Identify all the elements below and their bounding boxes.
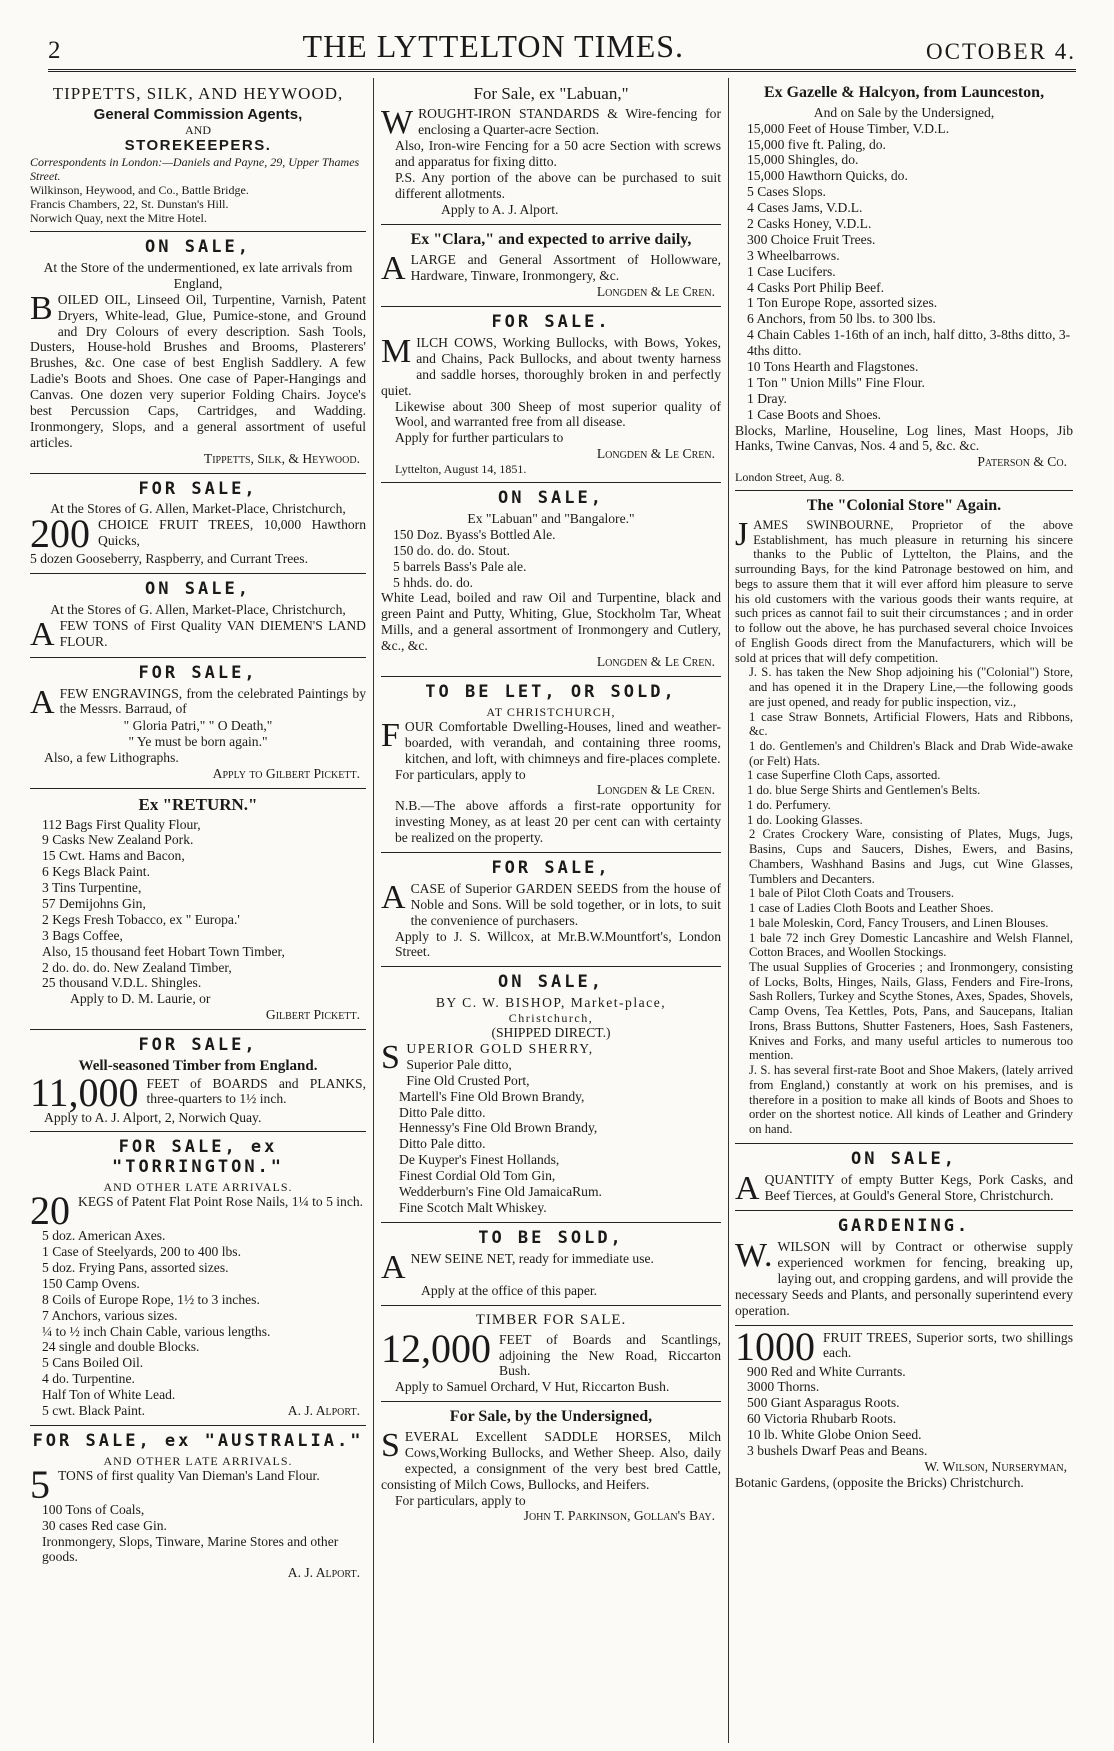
list-item: Ditto Pale ditto. bbox=[399, 1104, 486, 1120]
ad-subheading: AND OTHER LATE ARRIVALS. bbox=[103, 1180, 293, 1195]
issue-date: OCTOBER 4. bbox=[926, 39, 1076, 64]
ad-subheading: At the Store of the undermentioned, ex late arrivals from England, bbox=[43, 260, 353, 291]
list-item: 3 Wheelbarrows. bbox=[747, 247, 840, 263]
ad-seeds bbox=[381, 853, 721, 967]
ad-body: FEET of BOARDS and PLANKS, three-quarters to 1½ inch. bbox=[146, 1075, 366, 1107]
ad-heading: TIMBER FOR SALE. bbox=[475, 1312, 627, 1329]
list-item: 5 barrels Bass's Pale ale. bbox=[393, 558, 527, 574]
list-item: 300 Choice Fruit Trees. bbox=[747, 231, 876, 247]
list-item: Hennessy's Fine Old Brown Brandy, bbox=[399, 1120, 598, 1136]
drop-cap: S bbox=[381, 1038, 402, 1076]
ad-line: Apply to J. S. Willcox, at Mr.B.W.Mountfort's, London Street. bbox=[395, 928, 721, 960]
item-list bbox=[381, 527, 721, 591]
list-item: 15,000 Hawthorn Quicks, do. bbox=[747, 168, 908, 184]
ad-date: Lyttelton, August 14, 1851. bbox=[395, 462, 527, 477]
ad-signature: Longden & Le Cren. bbox=[596, 782, 715, 798]
list-item: 5 Cans Boiled Oil. bbox=[42, 1355, 144, 1371]
column-2 bbox=[381, 78, 721, 1748]
ad-body: TONS of first quality Van Dieman's Land Flour. bbox=[58, 1467, 320, 1483]
ad-heading: FOR SALE, bbox=[138, 1035, 258, 1056]
list-item: 3000 Thorns. bbox=[747, 1379, 820, 1395]
ad-heading: For Sale, ex "Labuan," bbox=[473, 84, 629, 103]
ad-heading: ON SALE, bbox=[851, 1148, 957, 1169]
ad-paragraph: 1 case of Ladies Cloth Boots and Leather Shoes. bbox=[749, 901, 994, 916]
ad-body: ILCH COWS, Working Bullocks, with Bows, Yokes, and Chains, Pack Bullocks, and about twenty harness and saddle horses, thoroughly broken in and perfectly quiet. bbox=[381, 335, 721, 398]
ad-subheading: Christchurch, bbox=[508, 1011, 594, 1026]
ad-line: 5 cwt. Black Paint. bbox=[42, 1403, 146, 1418]
ad-signature: Longden & Le Cren. bbox=[596, 446, 715, 462]
ad-body: White Lead, boiled and raw Oil and Turpentine, black and green Paint and Putty, Whiting, Glue, Stockholm Tar, Wheat Mills, and a general assortment of Ironmongery and Cutlery, &c., &c. bbox=[381, 590, 721, 654]
list-item: 7 Anchors, various sizes. bbox=[42, 1307, 178, 1323]
drop-cap: A bbox=[381, 249, 406, 287]
ad-line: Apply to A. J. Alport, 2, Norwich Quay. bbox=[44, 1109, 262, 1125]
ad-line: N.B.—The above affords a first-rate opportunity for investing Money, as at least 20 per cent can with certainty be realized on the property. bbox=[395, 798, 721, 846]
ad-paragraph: 1 bale Moleskin, Cord, Fancy Trousers, and Linen Blouses. bbox=[749, 915, 1049, 930]
ad-heading: FOR SALE, bbox=[491, 857, 611, 878]
list-item: Wedderburn's Fine Old JamaicaRum. bbox=[399, 1184, 602, 1199]
list-item: 4 Cases Jams, V.D.L. bbox=[747, 200, 863, 216]
ad-heading: The "Colonial Store" Again. bbox=[806, 497, 1002, 515]
list-item: 8 Coils of Europe Rope, 1½ to 3 inches. bbox=[42, 1291, 260, 1307]
ad-body: FEW TONS of First Quality VAN DIEMEN'S LAND FLOUR. bbox=[59, 618, 366, 649]
list-item: 2 do. do. do. New Zealand Timber, bbox=[42, 959, 232, 975]
ad-line: General Commission Agents, bbox=[93, 105, 303, 123]
list-item: ¼ to ½ inch Chain Cable, various lengths. bbox=[42, 1323, 271, 1339]
drop-cap: A bbox=[30, 616, 55, 654]
list-item: 5 doz. American Axes. bbox=[42, 1228, 166, 1244]
ad-colonial-store bbox=[735, 491, 1073, 1144]
list-item: 5 Cases Slops. bbox=[747, 184, 826, 200]
list-item: 9 Casks New Zealand Pork. bbox=[42, 832, 194, 848]
drop-cap: A bbox=[735, 1169, 760, 1207]
ad-paragraph: J. S. has several first-rate Boot and Shoe Makers, (lately arrived from England,) constantly at work on his premises, and is therefore in a position to make all kinds of Boots and Shoes to order on the shortest notice. All kinds of Leather and Grindery on hand. bbox=[749, 1063, 1073, 1137]
ad-body: CASE of Superior GARDEN SEEDS from the house of Noble and Sons. Will be sold together, or in lots, to suit the convenience of purchasers. bbox=[410, 880, 721, 928]
ad-line: " Gloria Patri," " O Death," bbox=[123, 718, 273, 734]
list-item: 3 Bags Coffee, bbox=[42, 927, 123, 943]
list-item: 112 Bags First Quality Flour, bbox=[42, 816, 201, 832]
list-item: 150 do. do. do. Stout. bbox=[393, 542, 511, 558]
drop-cap: W bbox=[381, 103, 414, 141]
list-item: Fine Old Crusted Port, bbox=[406, 1072, 530, 1088]
drop-cap: A bbox=[381, 1248, 406, 1286]
ad-fruit-trees bbox=[735, 1323, 1073, 1497]
large-number: 5 bbox=[30, 1461, 50, 1507]
ad-line: Ironmongery, Slops, Tinware, Marine Stores and other goods. bbox=[42, 1533, 339, 1565]
ad-gazelle bbox=[735, 78, 1073, 491]
ad-heading: ON SALE, bbox=[145, 579, 251, 600]
list-item: 1 Case Lucifers. bbox=[747, 263, 836, 279]
list-item: 15,000 Feet of House Timber, V.D.L. bbox=[747, 120, 950, 136]
ad-body: Blocks, Marline, Houseline, Log lines, Mast Hoops, Jib Hanks, Twine Canvas, Nos. 4 and 5, &c. &c. bbox=[735, 422, 1073, 454]
drop-cap: W. bbox=[735, 1237, 773, 1275]
ad-paragraph: The usual Supplies of Groceries ; and Ironmongery, consisting of Locks, Bolts, Hinges, Nails, Glass, Fenders and Fire-Irons, Sash Rollers, Turkey and Scythe Stones, Axes, Spades, Shovels, Camp Ovens, Tea Kettles, Pots, Pans, and Saucepans, Italian Irons, Brass Buttons, Shutter Fasteners, Hoes, Sash Fasteners, Knives and Forks, and many useful articles to numerous too mention. bbox=[749, 959, 1073, 1063]
ad-line: Apply to Samuel Orchard, V Hut, Riccarton Bush. bbox=[395, 1379, 670, 1395]
ad-body: OILED OIL, Linseed Oil, Turpentine, Varnish, Patent Dryers, White-lead, Glue, Pumice-stone, and Ground and Dry Colours of every description. Sash Tools, Dusters, House-hold Brushes and Brooms, Plasterers' Brushes, &c. One case of best English Saddlery. A few Ladie's Boots and Shoes. One case of Paper-Hangings and Canvas. One dozen very superior Folding Chairs. Joyce's best Percussion Caps, Cartridges, and Wadding. Ironmongery, Slops, and a general assortment of useful articles. bbox=[30, 291, 366, 450]
ad-heading: For Sale, by the Undersigned, bbox=[449, 1408, 653, 1426]
ad-heading: TO BE SOLD, bbox=[478, 1227, 624, 1248]
ad-body: WILSON will by Contract or otherwise supply experienced workmen for fencing, breaking up, laying out, and cropping gardens, and will provide the necessary Seeds and Plants, and personally superintend every operation. bbox=[735, 1239, 1073, 1318]
list-item: 1 Case Boots and Shoes. bbox=[747, 406, 882, 422]
ad-return bbox=[30, 789, 366, 1030]
ad-line: Francis Chambers, 22, St. Dunstan's Hill. bbox=[30, 197, 229, 212]
list-item: Finest Cordial Old Tom Gin, bbox=[399, 1168, 556, 1184]
ad-paragraph: J. S. has taken the New Shop adjoining his ("Colonial") Store, and has opened it in the Drapery Line,—the following goods are just opened, and ready for public inspection, viz., bbox=[749, 665, 1073, 709]
list-item: 4 do. Turpentine. bbox=[42, 1371, 135, 1387]
item-list bbox=[30, 1502, 366, 1534]
list-item: 1 do. Perfumery. bbox=[747, 797, 831, 812]
list-item: 900 Red and White Currants. bbox=[747, 1363, 906, 1379]
list-item: 30 cases Red case Gin. bbox=[42, 1517, 167, 1533]
ad-line: P.S. Any portion of the above can be purchased to suit different allotments. bbox=[395, 170, 721, 202]
ad-subheading: Well-seasoned Timber from England. bbox=[78, 1057, 318, 1074]
ad-subheading: BY C. W. BISHOP, Market-place, bbox=[435, 995, 667, 1011]
ad-subheading: At the Stores of G. Allen, Market-Place, Christchurch, bbox=[50, 501, 346, 517]
ad-on-sale bbox=[381, 483, 721, 677]
ad-on-sale bbox=[30, 574, 366, 657]
ad-sherry bbox=[381, 967, 721, 1222]
list-item: 60 Victoria Rhubarb Roots. bbox=[747, 1411, 897, 1427]
ad-body: FEW ENGRAVINGS, from the celebrated Paintings by the Messrs. Barraud, of bbox=[59, 685, 366, 717]
ad-signature: Apply to A. J. Alport. bbox=[441, 202, 559, 218]
list-item: 25 thousand V.D.L. Shingles. bbox=[42, 975, 202, 991]
item-list bbox=[735, 121, 1073, 423]
ad-line: Also, a few Lithographs. bbox=[44, 749, 179, 765]
ad-heading: FOR SALE. bbox=[491, 312, 611, 333]
ad-heading: TIPPETTS, SILK, AND HEYWOOD, bbox=[52, 84, 344, 103]
list-item: 6 Kegs Black Paint. bbox=[42, 864, 150, 880]
list-item: 10 lb. White Globe Onion Seed. bbox=[747, 1427, 922, 1443]
ad-signature: Apply to Gilbert Pickett. bbox=[212, 765, 360, 781]
ad-line: Likewise about 300 Sheep of most superior quality of Wool, and warranted free from all disease. bbox=[395, 398, 721, 430]
ad-paragraph: 1 case Straw Bonnets, Artificial Flowers, Hats and Ribbons, &c. bbox=[749, 709, 1073, 739]
ad-body: KEGS of Patent Flat Point Rose Nails, 1¼ to 5 inch. bbox=[78, 1194, 364, 1210]
list-item: 2 Casks Honey, V.D.L. bbox=[747, 215, 872, 231]
ad-subheading: (SHIPPED DIRECT.) bbox=[491, 1025, 611, 1041]
ad-paragraph: 1 bale of Pilot Cloth Coats and Trousers. bbox=[749, 886, 955, 901]
ad-to-let bbox=[381, 677, 721, 853]
ad-body: CHOICE FRUIT TREES, 10,000 Hawthorn Quicks, bbox=[98, 517, 366, 549]
ad-clara bbox=[381, 225, 721, 307]
ad-line: STOREKEEPERS. bbox=[124, 137, 272, 155]
ad-paragraph: 1 bale 72 inch Grey Domestic Lancashire and Welsh Flannel, Cotton Braces, and Woollen Stockings. bbox=[749, 930, 1073, 960]
ad-line: Botanic Gardens, (opposite the Bricks) Christchurch. bbox=[735, 1474, 1024, 1490]
ad-signature: W. Wilson, Nurseryman, bbox=[924, 1458, 1067, 1474]
ad-cows bbox=[381, 307, 721, 483]
list-item: 15 Cwt. Hams and Bacon, bbox=[42, 848, 185, 864]
ad-heading: ON SALE, bbox=[498, 972, 604, 993]
list-item: Half Ton of White Lead. bbox=[42, 1387, 176, 1403]
item-list bbox=[735, 768, 1073, 827]
ad-heading: FOR SALE, bbox=[138, 478, 258, 499]
ad-signature: Longden & Le Cren. bbox=[596, 284, 715, 300]
ad-body: UPERIOR GOLD SHERRY, bbox=[406, 1040, 594, 1056]
ad-signature: Longden & Le Cren. bbox=[596, 654, 715, 670]
page-number: 2 bbox=[48, 37, 61, 64]
ad-line: AND bbox=[185, 123, 211, 138]
ad-line: Correspondents in London:—Daniels and Payne, 29, Upper Thames Street. bbox=[30, 155, 360, 184]
list-item: 1 Case of Steelyards, 200 to 400 lbs. bbox=[42, 1244, 241, 1260]
ad-line: Apply at the office of this paper. bbox=[421, 1283, 598, 1299]
list-item: 500 Giant Asparagus Roots. bbox=[747, 1395, 900, 1411]
large-number: 12,000 bbox=[381, 1325, 491, 1371]
ad-horses bbox=[381, 1402, 721, 1530]
ad-date: London Street, Aug. 8. bbox=[735, 470, 845, 485]
list-item: 2 Kegs Fresh Tobacco, ex " Europa.' bbox=[42, 911, 240, 927]
drop-cap: M bbox=[381, 333, 412, 370]
ad-labuan bbox=[381, 78, 721, 225]
ad-tippetts bbox=[30, 78, 366, 232]
list-item: 15,000 Shingles, do. bbox=[747, 152, 859, 168]
drop-cap: B bbox=[30, 289, 53, 327]
ad-body: 5 dozen Gooseberry, Raspberry, and Currant Trees. bbox=[30, 551, 308, 567]
column-1 bbox=[30, 78, 366, 1748]
ad-paragraph: 2 Crates Crockery Ware, consisting of Plates, Mugs, Jugs, Basins, Cups and Saucers, Dishes, Ewers, and Basins, Chambers, Washhand Basins and Jugs, cut Wine Glasses, Tumblers and Decanters. bbox=[749, 827, 1073, 886]
ad-heading: FOR SALE, bbox=[138, 662, 258, 683]
masthead bbox=[48, 22, 1076, 72]
ad-heading: Ex "Clara," and expected to arrive daily, bbox=[410, 230, 692, 248]
ad-on-sale bbox=[30, 232, 366, 473]
ad-for-sale bbox=[30, 474, 366, 575]
list-item: 10 Tons Hearth and Flagstones. bbox=[747, 358, 919, 374]
ad-line: Wilkinson, Heywood, and Co., Battle Bridge. bbox=[30, 183, 249, 198]
ad-line: Apply to D. M. Laurie, or bbox=[70, 991, 211, 1007]
ad-heading: TO BE LET, OR SOLD, bbox=[425, 681, 677, 702]
ad-line: Also, Iron-wire Fencing for a 50 acre Section with screws and apparatus for fixing ditto. bbox=[395, 138, 721, 170]
ad-heading: Ex "RETURN." bbox=[138, 794, 258, 814]
ad-torrington bbox=[30, 1132, 366, 1425]
ad-body: FRUIT TREES, Superior sorts, two shillings each. bbox=[823, 1329, 1073, 1361]
ad-signature: A. J. Alport. bbox=[287, 1403, 360, 1418]
list-item: 4 Casks Port Philip Beef. bbox=[747, 279, 885, 295]
list-item: 3 Tins Turpentine, bbox=[42, 880, 142, 896]
list-item: 6 Anchors, from 50 lbs. to 300 lbs. bbox=[747, 311, 936, 327]
drop-cap: J bbox=[735, 515, 749, 553]
list-item: 150 Doz. Byass's Bottled Ale. bbox=[393, 526, 556, 542]
column-3 bbox=[735, 78, 1073, 1748]
list-item: 1 Ton Europe Rope, assorted sizes. bbox=[747, 295, 938, 311]
ad-subheading: And on Sale by the Undersigned, bbox=[813, 104, 995, 120]
large-number: 11,000 bbox=[30, 1069, 139, 1115]
ad-signature: A. J. Alport. bbox=[287, 1565, 360, 1581]
ad-subheading: AND OTHER LATE ARRIVALS. bbox=[103, 1453, 293, 1468]
list-item: 100 Tons of Coals, bbox=[42, 1501, 145, 1517]
ad-heading: ON SALE, bbox=[498, 488, 604, 509]
list-item: 150 Camp Ovens. bbox=[42, 1275, 140, 1291]
ad-body: QUANTITY of empty Butter Kegs, Pork Casks, and Beef Tierces, at Gould's General Store, Christchurch. bbox=[764, 1171, 1073, 1203]
ad-heading: ON SALE, bbox=[145, 237, 251, 258]
ad-body: ROUGHT-IRON STANDARDS & Wire-fencing for enclosing a Quarter-acre Section. bbox=[418, 105, 721, 137]
list-item: Also, 15 thousand feet Hobart Town Timber, bbox=[42, 943, 285, 959]
column-rule bbox=[373, 78, 374, 1743]
list-item: Martell's Fine Old Brown Brandy, bbox=[399, 1088, 585, 1104]
ad-heading: Ex Gazelle & Halcyon, from Launceston, bbox=[763, 84, 1045, 101]
list-item: Fine Scotch Malt Whiskey. bbox=[399, 1199, 547, 1215]
drop-cap: S bbox=[381, 1426, 400, 1464]
list-item: Ditto Pale ditto. bbox=[399, 1136, 486, 1152]
ad-line: Apply for further particulars to bbox=[395, 430, 564, 446]
ad-subheading: At the Stores of G. Allen, Market-Place, Christchurch, bbox=[50, 602, 346, 618]
item-list bbox=[735, 1364, 1073, 1459]
large-number: 200 bbox=[30, 511, 90, 557]
ad-heading: GARDENING. bbox=[837, 1216, 971, 1237]
ad-engravings bbox=[30, 658, 366, 789]
large-number: 20 bbox=[30, 1188, 70, 1234]
ad-body: FEET of Boards and Scantlings, adjoining the New Road, Riccarton Bush. bbox=[499, 1331, 721, 1379]
drop-cap: F bbox=[381, 716, 400, 754]
ad-heading: FOR SALE, ex "TORRINGTON." bbox=[111, 1137, 285, 1178]
list-item: 4 Chain Cables 1-16th of an inch, half ditto, 3-8ths ditto, 3-4ths ditto. bbox=[747, 327, 1071, 359]
ad-signature: Gilbert Pickett. bbox=[265, 1007, 360, 1023]
ad-gardening bbox=[735, 1211, 1073, 1325]
newspaper-title: THE LYTTELTON TIMES. bbox=[302, 28, 685, 64]
ad-body: EVERAL Excellent SADDLE HORSES, Milch Cows,Working Bullocks, and Wether Sheep. Also, daily expected, a consignment of the very best bred Cattle, consisting of Milch Cows, Bullocks, and Heifers. bbox=[381, 1428, 721, 1492]
list-item: 1 Dray. bbox=[747, 390, 787, 406]
ad-signature: John T. Parkinson, Gollan's Bay. bbox=[523, 1508, 715, 1524]
ad-subheading: Ex "Labuan" and "Bangalore." bbox=[467, 511, 635, 527]
ad-body: LARGE and General Assortment of Hollowware, Hardware, Tinware, Ironmongery, &c. bbox=[410, 251, 721, 283]
ad-signature: Tippetts, Silk, & Heywood. bbox=[203, 450, 360, 466]
list-item: 1 do. Looking Glasses. bbox=[747, 812, 863, 827]
ad-subheading: AT CHRISTCHURCH, bbox=[486, 704, 616, 719]
ad-line: For particulars, apply to bbox=[395, 766, 526, 782]
list-item: De Kuyper's Finest Hollands, bbox=[399, 1152, 560, 1168]
ad-line: For particulars, apply to bbox=[395, 1492, 526, 1508]
column-rule bbox=[728, 78, 729, 1743]
drop-cap: A bbox=[30, 683, 55, 721]
ad-line: " Ye must be born again." bbox=[128, 733, 268, 749]
list-item: 3 bushels Dwarf Peas and Beans. bbox=[747, 1443, 928, 1459]
ad-heading: FOR SALE, ex "AUSTRALIA." bbox=[32, 1430, 364, 1451]
ad-seine-net bbox=[381, 1223, 721, 1306]
item-list bbox=[30, 1228, 366, 1403]
ad-butter-kegs bbox=[735, 1144, 1073, 1211]
item-list bbox=[381, 1057, 721, 1216]
list-item: 1 Ton " Union Mills" Fine Flour. bbox=[747, 374, 925, 390]
ad-body: AMES SWINBOURNE, Proprietor of the above Establishment, has much pleasure in returning his sincere thanks to the Public of Lyttelton, the Plains, and the surrounding Bays, for the kind Patronage bestowed on him, and begs to assure them that it will ever afford him pleasure to serve his old customers with the various goods their wants require, at such prices as cannot fail to suit their circumstances ; and in order to follow out the above, he has purchased several choice Invoices of English Goods direct from the Manufacturers, which will be sold at prices that will defy competition. bbox=[735, 517, 1073, 665]
list-item: 15,000 five ft. Paling, do. bbox=[747, 136, 886, 152]
ad-line: Norwich Quay, next the Mitre Hotel. bbox=[30, 211, 207, 226]
ad-timber-sale bbox=[381, 1306, 721, 1402]
ad-timber bbox=[30, 1030, 366, 1132]
list-item: 1 do. blue Serge Shirts and Gentlemen's Belts. bbox=[747, 783, 981, 798]
ad-paragraph: 1 do. Gentlemen's and Children's Black and Drab Wide-awake (or Felt) Hats. bbox=[749, 738, 1073, 768]
list-item: 1 case Superfine Cloth Caps, assorted. bbox=[747, 768, 941, 783]
list-item: 5 hhds. do. do. bbox=[393, 574, 474, 590]
list-item: 5 doz. Frying Pans, assorted sizes. bbox=[42, 1259, 229, 1275]
item-list bbox=[30, 817, 366, 992]
drop-cap: A bbox=[381, 878, 406, 916]
list-item: 57 Demijohns Gin, bbox=[42, 895, 146, 911]
ad-signature: Paterson & Co. bbox=[977, 454, 1067, 470]
large-number: 1000 bbox=[735, 1323, 815, 1369]
ad-body: NEW SEINE NET, ready for immediate use. bbox=[410, 1250, 654, 1266]
ad-body: OUR Comfortable Dwelling-Houses, lined and weather-boarded, with verandah, and containing three rooms, kitchen, and loft, with chimneys and fire-places complete. bbox=[404, 718, 721, 766]
list-item: 24 single and double Blocks. bbox=[42, 1339, 200, 1355]
list-item: Superior Pale ditto, bbox=[406, 1056, 512, 1072]
ad-australia bbox=[30, 1426, 366, 1587]
